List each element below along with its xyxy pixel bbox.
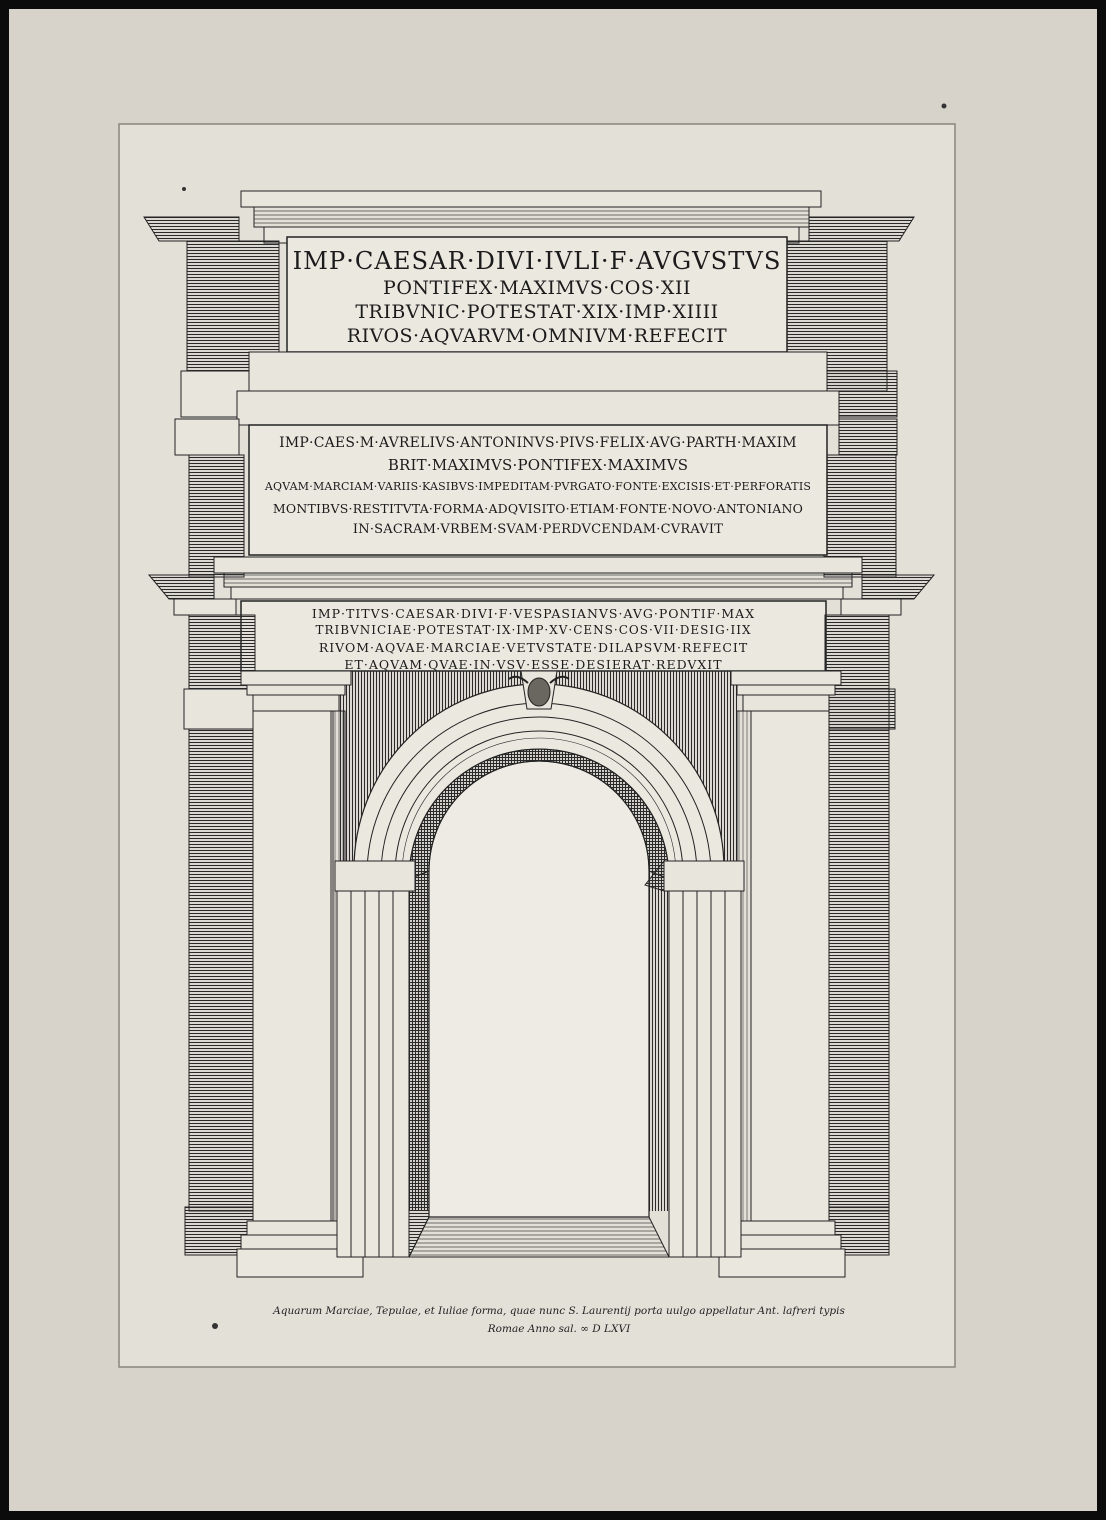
inscription-middle-line: BRIT·MAXIMVS·PONTIFEX·MAXIMVS xyxy=(387,455,689,474)
lower-cornice xyxy=(214,557,862,573)
caption-line-2: Romae Anno sal. ∞ D LXVI xyxy=(487,1323,631,1335)
inscription-top-line: IMP·CAESAR·DIVI·IVLI·F·AVGVSTVS xyxy=(292,247,782,275)
caption-line-1: Aquarum Marciae, Tepulae, et Iuliae forma, quae nunc S. Laurentij porta uulgo appellatur Ant. lafreri typis xyxy=(273,1305,845,1317)
impost-left xyxy=(335,861,415,891)
inscription-top xyxy=(287,247,787,348)
inscription-middle-line: MONTIBVS·RESTITVTA·FORMA·ADQVISITO·ETIAM·FONTE·NOVO·ANTONIANO xyxy=(272,500,804,516)
jamb-right xyxy=(669,891,741,1257)
inscription-top-line: PONTIFEX·MAXIMVS·COS·XII xyxy=(383,277,691,299)
inscription-middle-line: AQVAM·MARCIAM·VARIIS·KASIBVS·IMPEDITAM·PVRGATO·FONTE·EXCISIS·ET·PERFORATIS xyxy=(264,480,812,493)
inscription-top-line: RIVOS·AQVARVM·OMNIVM·REFECIT xyxy=(346,325,728,347)
top-cornice-right xyxy=(809,217,914,241)
print-sheet xyxy=(9,9,1097,1511)
inscription-middle-line: IMP·CAES·M·AVRELIVS·ANTONINVS·PIVS·FELIX·AVG·PARTH·MAXIM xyxy=(279,435,797,451)
arch-floor-shadow xyxy=(409,1217,669,1257)
inscription-lower-line: TRIBVNICIAE·POTESTAT·IX·IMP·XV·CENS·COS·VII·DESIG·IIX xyxy=(315,623,752,637)
inscription-lower-line: IMP·TITVS·CAESAR·DIVI·F·VESPASIANVS·AVG·PONTIF·MAX xyxy=(311,606,756,621)
engraving-arch xyxy=(9,9,1097,1511)
inscription-middle xyxy=(249,433,827,541)
top-cornice xyxy=(241,191,821,207)
inscription-lower-line: RIVOM·AQVAE·MARCIAE·VETVSTATE·DILAPSVM·REFECIT xyxy=(318,640,749,655)
jamb-left xyxy=(337,891,409,1257)
middle-cornice xyxy=(237,391,839,425)
arch-opening xyxy=(429,761,649,1217)
inscription-lower-line: ET·AQVAM·QVAE·IN·VSV·ESSE·DESIERAT·REDVXIT xyxy=(344,657,723,672)
impost-right xyxy=(664,861,744,891)
top-cornice-left xyxy=(144,217,239,241)
inscription-top-line: TRIBVNIC·POTESTAT·XIX·IMP·XIIII xyxy=(355,301,719,323)
inscription-lower xyxy=(241,605,826,673)
inscription-middle-line: IN·SACRAM·VRBEM·SVAM·PERDVCENDAM·CVRAVIT xyxy=(352,522,724,537)
